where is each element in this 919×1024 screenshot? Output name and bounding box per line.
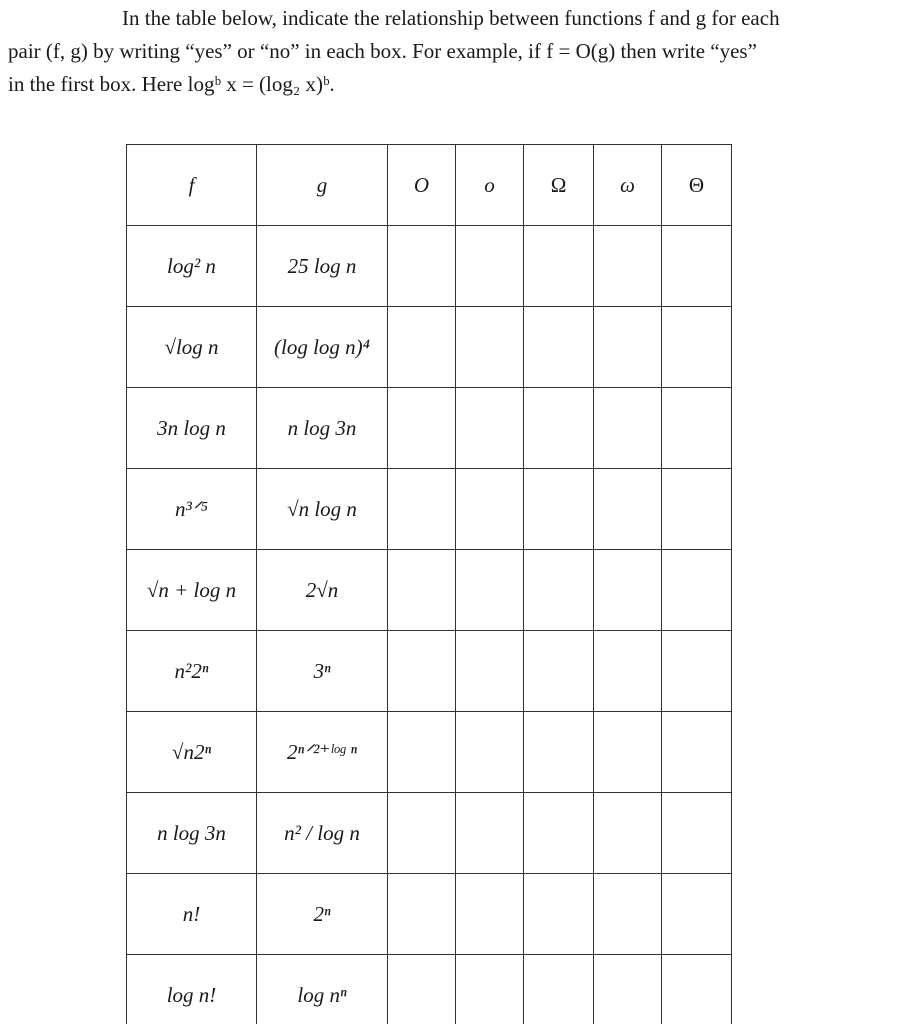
answer-box-theta[interactable] (662, 226, 732, 307)
header-g: g (257, 145, 388, 226)
answer-box-little-omega[interactable] (594, 307, 662, 388)
table-header-row (127, 145, 732, 226)
function-f-cell: √log n (127, 307, 257, 388)
answer-box-little-omega[interactable] (594, 226, 662, 307)
function-g-cell: log nⁿ (257, 955, 388, 1024)
function-f-cell: √n2ⁿ (127, 712, 257, 793)
answer-box-big-o[interactable] (388, 226, 456, 307)
answer-box-theta[interactable] (662, 874, 732, 955)
answer-box-big-omega[interactable] (524, 388, 594, 469)
answer-box-big-omega[interactable] (524, 226, 594, 307)
answer-box-big-o[interactable] (388, 955, 456, 1024)
answer-box-little-o[interactable] (456, 793, 524, 874)
answer-box-little-o[interactable] (456, 955, 524, 1024)
answer-box-big-o[interactable] (388, 712, 456, 793)
function-f-cell: 3n log n (127, 388, 257, 469)
answer-box-big-o[interactable] (388, 874, 456, 955)
answer-box-theta[interactable] (662, 793, 732, 874)
function-g-cell: (log log n)⁴ (257, 307, 388, 388)
answer-box-big-o[interactable] (388, 388, 456, 469)
answer-box-little-omega[interactable] (594, 469, 662, 550)
answer-box-little-omega[interactable] (594, 631, 662, 712)
function-f-cell: n! (127, 874, 257, 955)
answer-box-theta[interactable] (662, 388, 732, 469)
function-f-cell: log² n (127, 226, 257, 307)
function-g-cell: 25 log n (257, 226, 388, 307)
table-row (127, 388, 732, 469)
answer-box-big-omega[interactable] (524, 955, 594, 1024)
answer-box-big-o[interactable] (388, 469, 456, 550)
function-f-cell: log n! (127, 955, 257, 1024)
answer-box-little-omega[interactable] (594, 874, 662, 955)
answer-box-theta[interactable] (662, 307, 732, 388)
function-g-cell: 2√n (257, 550, 388, 631)
function-f-cell: n³ᐟ⁵ (127, 469, 257, 550)
answer-box-little-o[interactable] (456, 874, 524, 955)
answer-box-big-o[interactable] (388, 793, 456, 874)
answer-box-theta[interactable] (662, 631, 732, 712)
answer-box-little-o[interactable] (456, 226, 524, 307)
answer-box-big-omega[interactable] (524, 793, 594, 874)
answer-box-little-o[interactable] (456, 307, 524, 388)
function-g-cell: n log 3n (257, 388, 388, 469)
answer-box-theta[interactable] (662, 469, 732, 550)
answer-box-little-o[interactable] (456, 469, 524, 550)
table-row (127, 955, 732, 1024)
answer-box-theta[interactable] (662, 712, 732, 793)
function-f-cell: n log 3n (127, 793, 257, 874)
function-g-cell: √n log n (257, 469, 388, 550)
table-row (127, 226, 732, 307)
answer-box-little-omega[interactable] (594, 388, 662, 469)
header-theta: Θ (662, 145, 732, 226)
header-little-omega: ω (594, 145, 662, 226)
answer-box-theta[interactable] (662, 550, 732, 631)
header-big-omega: Ω (524, 145, 594, 226)
instructions-line-2: pair (f, g) by writing “yes” or “no” in each box. For example, if f = O(g) then write “yes” (8, 39, 757, 63)
answer-box-little-omega[interactable] (594, 793, 662, 874)
function-f-cell: √n + log n (127, 550, 257, 631)
answer-box-big-omega[interactable] (524, 631, 594, 712)
header-little-o: o (456, 145, 524, 226)
function-g-cell: n² / log n (257, 793, 388, 874)
function-f-cell: n²2ⁿ (127, 631, 257, 712)
answer-box-big-o[interactable] (388, 550, 456, 631)
function-g-cell: 3ⁿ (257, 631, 388, 712)
answer-box-theta[interactable] (662, 955, 732, 1024)
table-row (127, 631, 732, 712)
answer-box-big-omega[interactable] (524, 874, 594, 955)
instructions-line-1: In the table below, indicate the relationship between functions f and g for each (122, 6, 780, 30)
answer-box-big-omega[interactable] (524, 307, 594, 388)
instructions (8, 2, 913, 101)
table-row (127, 550, 732, 631)
table-row (127, 712, 732, 793)
table-row (127, 874, 732, 955)
header-big-o: O (388, 145, 456, 226)
answer-box-little-o[interactable] (456, 712, 524, 793)
answer-box-big-omega[interactable] (524, 550, 594, 631)
answer-box-big-omega[interactable] (524, 469, 594, 550)
answer-box-little-omega[interactable] (594, 955, 662, 1024)
answer-box-little-o[interactable] (456, 388, 524, 469)
function-g-cell: 2ⁿᐟ²⁺ˡᵒᵍ ⁿ (257, 712, 388, 793)
answer-box-little-o[interactable] (456, 631, 524, 712)
answer-box-big-omega[interactable] (524, 712, 594, 793)
relationship-table (126, 144, 732, 1024)
answer-box-little-omega[interactable] (594, 550, 662, 631)
table-row (127, 793, 732, 874)
table-row (127, 469, 732, 550)
answer-box-little-omega[interactable] (594, 712, 662, 793)
header-f: f (127, 145, 257, 226)
table-row (127, 307, 732, 388)
function-g-cell: 2ⁿ (257, 874, 388, 955)
answer-box-big-o[interactable] (388, 307, 456, 388)
instructions-line-3: in the first box. Here logᵇ x = (log₂ x)ᵇ. (8, 72, 335, 96)
answer-box-big-o[interactable] (388, 631, 456, 712)
answer-box-little-o[interactable] (456, 550, 524, 631)
